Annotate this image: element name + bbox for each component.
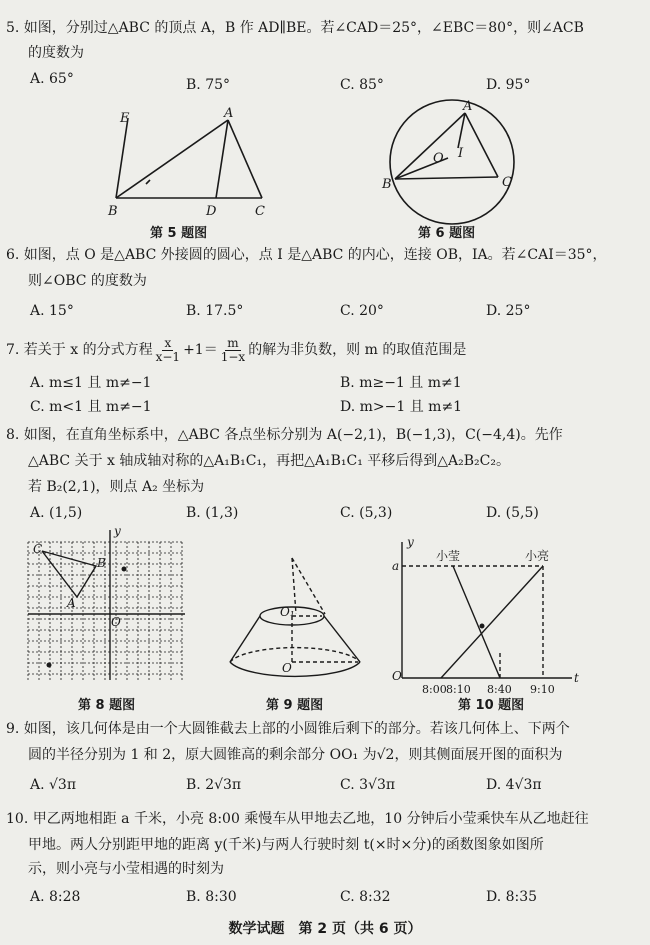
fig9-label-o: O <box>282 661 292 675</box>
fig8-label-c: C <box>33 542 43 556</box>
fig10-label-xiaoying: 小莹 <box>436 549 461 563</box>
q7-fraction-1 <box>154 337 182 364</box>
fig10-xiaoying-line <box>453 566 500 678</box>
fig9-side-left <box>230 616 260 662</box>
q6-option-d: D. 25° <box>486 303 531 319</box>
q7-fraction-2 <box>219 337 247 364</box>
q6-stem-line1: 6. 如图，点 O 是△ABC 外接圆的圆心，点 I 是△ABC 的内心，连接 OB，IA。若∠CAI＝35°， <box>6 247 607 263</box>
q10-option-a: A. 8:28 <box>30 889 81 905</box>
fig8-label-y: y <box>114 524 121 538</box>
q9-option-c: C. 3√3π <box>340 777 396 793</box>
q5-option-a: A. 65° <box>30 71 74 87</box>
q8-stem-line1: 8. 如图，在直角坐标系中，△ABC 各点坐标分别为 A(−2,1)，B(−1,3)，C(−4,4)。先作 <box>6 427 563 443</box>
fig5-line-be <box>116 118 128 198</box>
fig9-side-right <box>324 616 360 662</box>
q8-figure-caption: 第 8 题图 <box>78 698 136 713</box>
fig9-bottom-front <box>230 662 360 676</box>
q7-stem-prefix: 7. 若关于 x 的分式方程 <box>6 342 153 358</box>
fig9-apex-right <box>292 558 325 614</box>
q7-option-d: D. m>−1 且 m≠1 <box>340 399 463 415</box>
fig6-label-c: C <box>502 175 512 190</box>
fig6-label-i: I <box>458 146 464 161</box>
fig10-label-y: y <box>407 535 414 549</box>
fig5-line-ab <box>116 120 228 198</box>
q8-option-a: A. (1,5) <box>30 505 83 521</box>
fig10-label-a: a <box>392 559 400 573</box>
q6-option-c: C. 20° <box>340 303 384 319</box>
fig8-label-o: O <box>111 615 121 629</box>
q10-option-d: D. 8:35 <box>486 889 538 905</box>
q6-stem-line2: 则∠OBC 的度数为 <box>28 273 147 289</box>
q6-figure-caption: 第 6 题图 <box>418 226 476 241</box>
q8-option-c: C. (5,3) <box>340 505 393 521</box>
fig10-label-xiaoliang: 小亮 <box>525 549 550 563</box>
fig5-line-ac <box>228 120 262 198</box>
fig10-label-o: O <box>392 669 402 683</box>
q8-stem-line2: △ABC 关于 x 轴成轴对称的△A₁B₁C₁，再把△A₁B₁C₁ 平移后得到△A₂B₂C₂。 <box>28 453 510 469</box>
fig6-line-bc <box>395 177 498 179</box>
q5-option-d: D. 95° <box>486 77 531 93</box>
fig5-label-d: D <box>206 204 217 219</box>
fig9-label-o1: O₁ <box>280 605 295 619</box>
q5-option-b: B. 75° <box>186 77 231 93</box>
q7-frac2-den: 1−x <box>220 349 246 364</box>
fig6-line-ab <box>395 113 465 179</box>
q5-stem-line2: 的度数为 <box>28 45 84 61</box>
fig6-circumcircle <box>390 100 514 224</box>
fig10-tick-800: 8:00 <box>422 683 447 696</box>
fig6-label-b: B <box>382 177 392 192</box>
q7-stem <box>6 336 466 364</box>
q8-stem-line3: 若 B₂(2,1)，则点 A₂ 坐标为 <box>28 479 205 495</box>
fig8-dot <box>47 663 52 668</box>
fig5-label-b: B <box>108 204 118 219</box>
fig5-label-e: E <box>120 111 130 126</box>
page-footer: 数学试题 第 2 页（共 6 页） <box>228 921 422 937</box>
q9-stem-line1: 9. 如图，该几何体是由一个大圆锥截去上部的小圆锥后剩下的部分。若该几何体上、下两个 <box>6 721 570 737</box>
q9-stem-line2: 圆的半径分别为 1 和 2，原大圆锥高的剩余部分 OO₁ 为√2，则其侧面展开图的面积为 <box>28 747 563 763</box>
fig5-line-ad <box>216 120 228 198</box>
q7-stem-suffix: 的解为非负数，则 m 的取值范围是 <box>248 342 467 358</box>
q10-stem-line2: 甲地。两人分别距甲地的距离 y(千米)与两人行驶时刻 t(×时×分)的函数图象如图所 <box>28 837 544 853</box>
q7-option-c: C. m<1 且 m≠−1 <box>30 399 152 415</box>
q5-figure-caption: 第 5 题图 <box>150 226 208 241</box>
fig6-label-o: O <box>433 151 444 166</box>
fig6-line-ac <box>465 113 498 177</box>
q8-option-d: D. (5,5) <box>486 505 539 521</box>
q10-stem-line3: 示，则小亮与小莹相遇的时刻为 <box>28 861 224 877</box>
fig10-meet-point <box>480 624 485 629</box>
fig6-label-a: A <box>463 99 473 114</box>
q9-option-d: D. 4√3π <box>486 777 542 793</box>
fig10-label-t: t <box>574 671 579 685</box>
q6-option-a: A. 15° <box>30 303 74 319</box>
fig8-dot <box>122 567 127 572</box>
fig9-bottom-back <box>230 648 360 662</box>
fig5-tick <box>146 180 150 184</box>
q10-option-b: B. 8:30 <box>186 889 237 905</box>
q7-frac2-num: m <box>227 335 239 350</box>
fig10-tick-810: 8:10 <box>446 683 471 696</box>
q7-option-b: B. m≥−1 且 m≠1 <box>340 375 462 391</box>
q7-frac1-num: x <box>164 335 172 350</box>
q7-option-a: A. m≤1 且 m≠−1 <box>30 375 152 391</box>
q7-frac1-den: x−1 <box>155 349 181 364</box>
fig10-tick-910: 9:10 <box>530 683 555 696</box>
q9-figure-caption: 第 9 题图 <box>266 698 324 713</box>
fig8-label-b: B <box>97 556 106 570</box>
q8-option-b: B. (1,3) <box>186 505 239 521</box>
fig5-label-c: C <box>255 204 265 219</box>
q5-option-c: C. 85° <box>340 77 384 93</box>
fig10-tick-840: 8:40 <box>487 683 512 696</box>
q6-option-b: B. 17.5° <box>186 303 244 319</box>
q10-figure-caption: 第 10 题图 <box>458 698 525 713</box>
q10-stem-line1: 10. 甲乙两地相距 a 千米，小亮 8:00 乘慢车从甲地去乙地，10 分钟后小莹乘快车从乙地赶往 <box>6 811 589 827</box>
q7-plus-one: +1＝ <box>183 342 218 358</box>
q9-option-a: A. √3π <box>30 777 77 793</box>
q5-stem-line1: 5. 如图，分别过△ABC 的顶点 A，B 作 AD∥BE。若∠CAD＝25°，∠EBC＝80°，则∠ACB <box>6 20 584 36</box>
fig8-label-a: A <box>67 596 76 610</box>
q9-option-b: B. 2√3π <box>186 777 242 793</box>
q10-option-c: C. 8:32 <box>340 889 391 905</box>
fig10-xiaoliang-line <box>441 566 543 678</box>
fig5-label-a: A <box>224 106 234 121</box>
